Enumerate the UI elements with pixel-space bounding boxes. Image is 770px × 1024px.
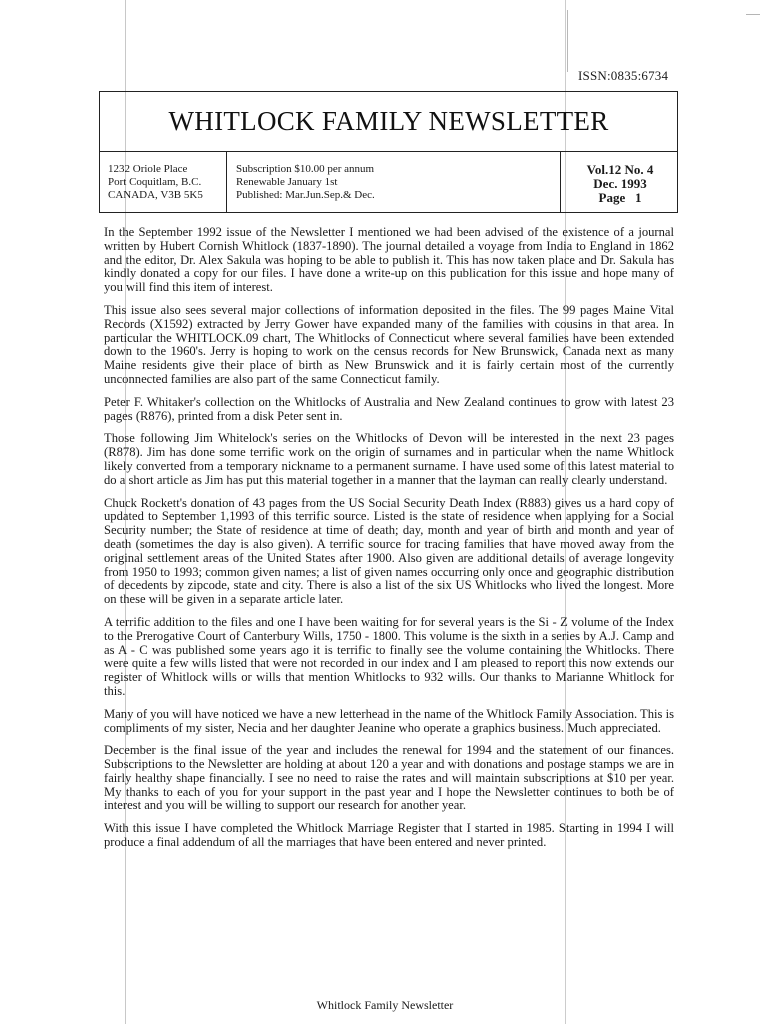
paragraph: December is the final issue of the year and includes the renewal for 1994 and the statement of our finances. Subscriptions to the Newsletter are holding at about 120 a year and with donations and postage stamps we are in fairly healthy shape financially. I see no need to raise the rates and will maintain subscriptions at $10 per year. My thanks to each of you for your support in the past year and I hope the Newsletter continues to both be of interest and you will be willing to support our research for another year.: [104, 743, 674, 813]
mailing-address: [108, 163, 203, 202]
subscription-line: Published: Mar.Jun.Sep.& Dec.: [236, 189, 375, 201]
page-number: Page 1: [598, 190, 642, 205]
paragraph: Peter F. Whitaker's collection on the Whitlocks of Australia and New Zealand continues to grow with latest 23 pages (R876), printed from a disk Peter sent in.: [104, 394, 674, 423]
paragraph: In the September 1992 issue of the Newsletter I mentioned we had been advised of the existence of a journal written by Hubert Cornish Whitlock (1837-1890). The journal detailed a voyage from India to England in 1862 and the editor, Dr. Alex Sakula was hoping to be able to publish it. This has now taken place and Dr. Sakula has kindly donated a copy for our files. I have done a write-up on this publication for this issue and hope many of you will find this item of interest.: [104, 225, 674, 295]
subscription-info: [236, 163, 375, 202]
address-line: Port Coquitlam, B.C.: [108, 176, 202, 188]
paragraph: This issue also sees several major collections of information deposited in the files. The 99 pages Maine Vital Records (X1592) extracted by Jerry Gower have expanded many of the families with cousins in that area. In particular the WHITLOCK.09 chart, The Whitlocks of Connecticut where several families have been extended down to the 1960's. Jerry is hoping to work on the census records for New Brunswick, Canada next as many Maine residents give their place of birth as New Brunswick and it is fairly certain most of the currently unconnected families are also part of the same Connecticut family.: [104, 302, 674, 386]
volume-number: Vol.12 No. 4: [586, 162, 654, 177]
paragraph: Chuck Rockett's donation of 43 pages from the US Social Security Death Index (R883) gives us a hard copy of updated to September 1,1993 of this terrific source. Listed is the state of residence when applying for a Social Security number; the State of residence at time of death; day, month and year of birth and month and year of death (sometimes the day is also given). A terrific source for tracing families that have moved away from the original settlement areas of the United States after 1900. Also given are additional details of average longevity from 1950 to 1993; common given names; a list of given names occurring only once and geographic distribution of decedents by zipcode, state and city. There is also a list of the six US Whitlocks who lived the longest. More on these will be given in a separate article later.: [104, 495, 674, 607]
masthead-bottom-rule: [99, 212, 678, 213]
article-body: [104, 226, 674, 859]
scan-artifact-mark: [746, 14, 760, 15]
subscription-line: Renewable January 1st: [236, 176, 338, 188]
issue-info: [570, 163, 670, 205]
subscription-line: Subscription $10.00 per annum: [236, 163, 375, 175]
scan-artifact-line: [567, 10, 568, 72]
masthead-divider-1: [226, 151, 227, 212]
issn-number: ISSN:0835:6734: [578, 68, 669, 83]
paragraph: A terrific addition to the files and one I have been waiting for for several years is the Si - Z volume of the Index to the Prerogative Court of Canterbury Wills, 1750 - 1800. This volume is the sixth in a series by A.J. Camp and as A - C was published some years ago it is terrific to finally see the volume containing the Whitlocks. There were quite a few wills listed that were not recorded in our index and I am pleased to report this now extends our register of Whitlock wills or wills that mention Whitlocks to 932 wills. Our thanks to Marianne Whitlock for this.: [104, 614, 674, 698]
masthead-divider-2: [560, 151, 561, 212]
masthead-top-rule: [99, 91, 678, 92]
address-line: 1232 Oriole Place: [108, 163, 188, 175]
newsletter-title: WHITLOCK FAMILY NEWSLETTER: [168, 106, 609, 136]
page-footer: Whitlock Family Newsletter: [316, 998, 454, 1012]
paragraph: With this issue I have completed the Whitlock Marriage Register that I started in 1985. Starting in 1994 I will produce a final addendum of all the marriages that have been entered and never printed.: [104, 821, 674, 850]
address-line: CANADA, V3B 5K5: [108, 189, 203, 201]
paragraph: Many of you will have noticed we have a new letterhead in the name of the Whitlock Family Association. This is compliments of my sister, Necia and her daughter Jeanine who operate a graphics business. Much appreciated.: [104, 706, 674, 735]
issue-date: Dec. 1993: [593, 176, 647, 191]
masthead-mid-rule: [99, 151, 678, 152]
paragraph: Those following Jim Whitelock's series on the Whitlocks of Devon will be interested in the next 23 pages (R878). Jim has done some terrific work on the origin of surnames and in particular when the name Whitlock likely converted from a temporary nickname to a permanent surname. I have used some of this latest material to do a short article as Jim has put this material together in a manner that the layman can really clearly understand.: [104, 431, 674, 487]
